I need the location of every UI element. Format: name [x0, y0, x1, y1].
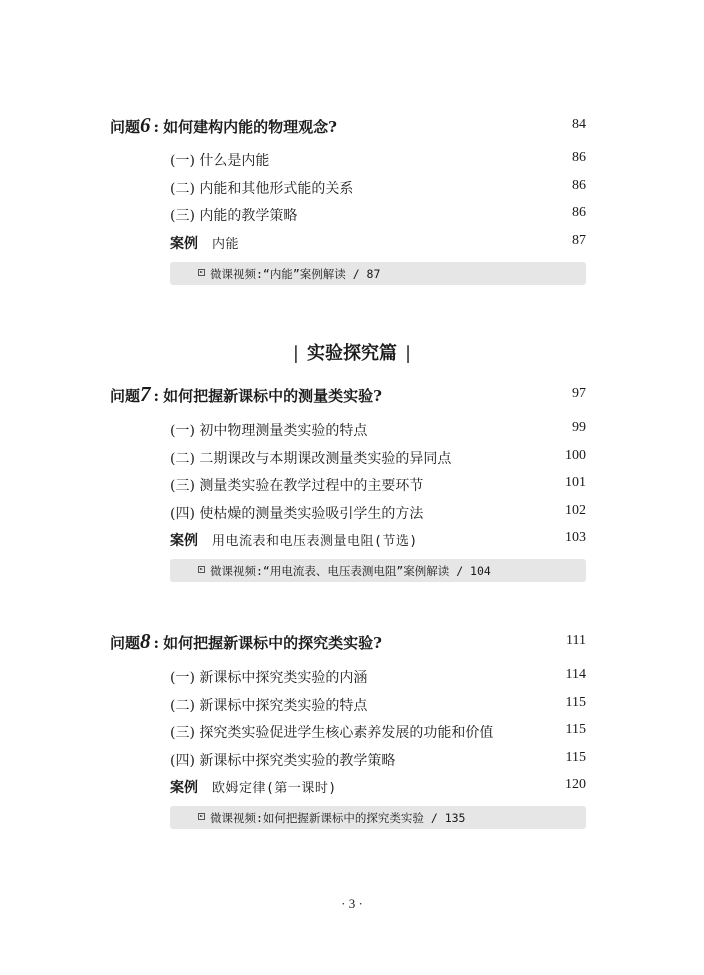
case-label: 案例: [170, 780, 198, 796]
toc-entry[interactable]: (四) 使枯燥的测量类实验吸引学生的方法 102: [170, 503, 586, 522]
footer-page-number: · 3 ·: [341, 896, 363, 911]
page-number: 102: [565, 503, 586, 518]
toc-entry[interactable]: (二) 新课标中探究类实验的特点 115: [170, 695, 586, 714]
toc-entry[interactable]: (三) 探究类实验促进学生核心素养发展的功能和价值 115: [170, 722, 586, 741]
toc-case-entry[interactable]: 案例 欧姆定律(第一课时) 120: [170, 777, 586, 796]
toc-case-entry[interactable]: 案例 用电流表和电压表测量电阻(节选) 103: [170, 530, 586, 549]
toc-question-7[interactable]: [110, 382, 586, 408]
micro-video-link[interactable]: 微课视频:“用电流表、电压表测电阻”案例解读 / 104: [170, 559, 586, 582]
page-number: 103: [565, 530, 586, 545]
toc-question-8[interactable]: [110, 629, 586, 655]
micro-video-link[interactable]: 微课视频:“内能”案例解读 / 87: [170, 262, 586, 285]
question-heading: 问题7 : 如何把握新课标中的测量类实验?: [110, 382, 382, 406]
case-label: 案例: [170, 236, 198, 252]
page-number: 115: [565, 722, 586, 737]
page-number: 114: [565, 667, 586, 682]
page-number: 99: [572, 420, 586, 435]
play-icon: [198, 813, 205, 820]
page-number: 87: [572, 233, 586, 248]
toc-entry[interactable]: (三) 内能的教学策略 86: [170, 205, 586, 224]
toc-entry[interactable]: (三) 测量类实验在教学过程中的主要环节 101: [170, 475, 586, 494]
question-heading: 问题6 : 如何建构内能的物理观念?: [110, 113, 337, 137]
play-icon: [198, 269, 205, 276]
toc-entry[interactable]: (一) 新课标中探究类实验的内涵 114: [170, 667, 586, 686]
page-number: 120: [565, 777, 586, 792]
toc-entry[interactable]: (四) 新课标中探究类实验的教学策略 115: [170, 750, 586, 769]
toc-question-6[interactable]: [110, 113, 586, 139]
case-label: 案例: [170, 533, 198, 549]
play-icon: [198, 566, 205, 573]
toc-entry[interactable]: (二) 二期课改与本期课改测量类实验的异同点 100: [170, 448, 586, 467]
section-heading: | 实验探究篇 |: [292, 343, 412, 364]
page-number: 84: [572, 117, 586, 132]
page-number: 101: [565, 475, 586, 490]
toc-entry[interactable]: (二) 内能和其他形式能的关系 86: [170, 178, 586, 197]
page-number: 111: [566, 633, 586, 648]
question-heading: 问题8 : 如何把握新课标中的探究类实验?: [110, 629, 382, 653]
page-number: 86: [572, 178, 586, 193]
micro-video-link[interactable]: 微课视频:如何把握新课标中的探究类实验 / 135: [170, 806, 586, 829]
toc-case-entry[interactable]: 案例 内能 87: [170, 233, 586, 252]
toc-entry[interactable]: (一) 初中物理测量类实验的特点 99: [170, 420, 586, 439]
page-number: 86: [572, 150, 586, 165]
page-number: 115: [565, 750, 586, 765]
toc-entry[interactable]: (一) 什么是内能 86: [170, 150, 586, 169]
page-number: 86: [572, 205, 586, 220]
page-number: 115: [565, 695, 586, 710]
page-number: 97: [572, 386, 586, 401]
page-number: 100: [565, 448, 586, 463]
